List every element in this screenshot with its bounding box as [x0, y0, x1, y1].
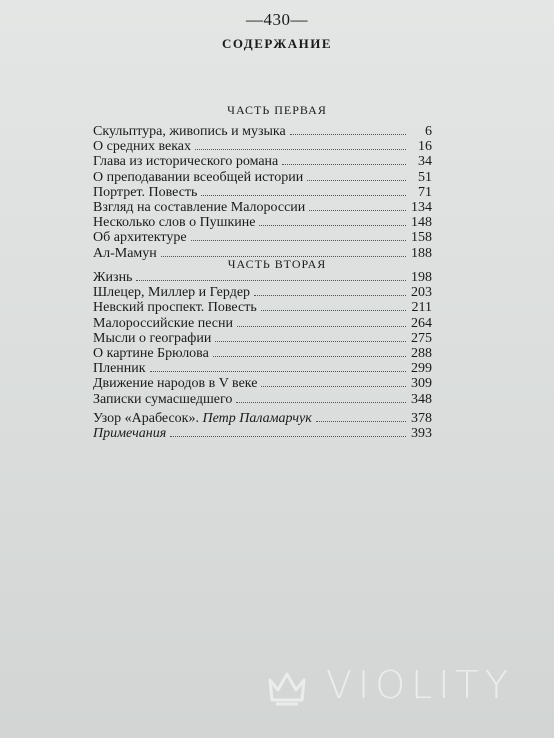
- toc-entry-page-number: 348: [411, 391, 432, 407]
- toc-list-appendix: [93, 411, 432, 441]
- toc-entry-title: [93, 411, 312, 426]
- toc-entry-page-number: 148: [411, 215, 432, 231]
- toc-entry-page-number: 34: [418, 154, 432, 170]
- toc-list-part-one: [93, 124, 432, 261]
- toc-entry-title-text: Мысли о географии: [93, 330, 212, 346]
- toc-entry-page-number: 203: [411, 285, 432, 301]
- toc-entry: [93, 170, 432, 185]
- toc-entry-page-number: 198: [411, 270, 432, 285]
- toc-entry-title: [93, 285, 250, 300]
- toc-entry: [93, 230, 432, 245]
- toc-entry-author: Петр Паламарчук: [202, 411, 312, 426]
- dot-leader: [316, 411, 406, 422]
- toc-entry-page-number: 288: [411, 345, 432, 361]
- toc-entry-page-number: 393: [411, 426, 432, 442]
- toc-entry-title: [93, 392, 232, 407]
- toc-entry: [93, 300, 432, 315]
- toc-entry-title: [93, 316, 233, 331]
- page-title: СОДЕРЖАНИЕ: [221, 36, 333, 51]
- page-number: —430—: [246, 10, 308, 29]
- dot-leader: [261, 300, 406, 311]
- toc-entry-title: [93, 124, 286, 139]
- toc-entry: [93, 316, 432, 331]
- toc-entry: [93, 331, 432, 346]
- toc-entry-title: [93, 426, 166, 441]
- toc-entry: [93, 411, 432, 426]
- toc-entry-title: [93, 376, 257, 391]
- dot-leader: [150, 361, 406, 372]
- dot-leader: [309, 200, 406, 211]
- toc-entry-page-number: 264: [411, 315, 432, 331]
- toc-entry-title: [93, 361, 146, 376]
- toc-entry-title-text: Несколько слов о Пушкине: [93, 215, 256, 231]
- toc-entry-page-number: 6: [425, 124, 432, 139]
- toc-entry-title: [93, 185, 197, 200]
- toc-entry-title-text: Жизнь: [93, 270, 133, 285]
- toc-entry: [93, 154, 432, 169]
- dot-leader: [195, 139, 406, 150]
- section-title-part-one: ЧАСТЬ ПЕРВАЯ: [227, 103, 327, 117]
- toc-entry-title-text: Ал-Мамун: [93, 245, 157, 261]
- dot-leader: [170, 426, 406, 437]
- toc-entry-title-text: Пленник: [93, 361, 146, 377]
- dot-leader: [215, 331, 406, 342]
- toc-entry-page-number: 309: [411, 376, 432, 392]
- toc-entry-title-text: Малороссийские песни: [93, 315, 234, 331]
- toc-entry-title: [93, 300, 257, 315]
- dot-leader: [136, 270, 406, 281]
- toc-entry-page-number: 378: [411, 411, 432, 426]
- toc-entry: [93, 285, 432, 300]
- toc-entry-title-text: Невский проспект. Повесть: [93, 300, 257, 316]
- toc-entry-title-text: О средних веках: [93, 139, 192, 155]
- toc-entry-title-text: Скульптура, живопись и музыка: [93, 124, 286, 139]
- toc-entry-title-text: О картине Брюлова: [93, 345, 209, 361]
- toc-entry-title-text: Движение народов в V веке: [93, 376, 258, 392]
- toc-entry-page-number: 188: [411, 245, 432, 261]
- toc-entry-page-number: 299: [411, 361, 432, 377]
- toc-entry: [93, 361, 432, 376]
- dot-leader: [259, 215, 406, 226]
- dot-leader: [290, 124, 406, 135]
- toc-entry-page-number: 51: [418, 169, 432, 185]
- toc-entry-title-text: О преподавании всеобщей истории: [93, 169, 304, 185]
- toc-entry-title-text: Примечания: [93, 426, 167, 442]
- toc-entry-page-number: 211: [411, 300, 432, 316]
- toc-entry-title-text: Шлецер, Миллер и Гердер: [93, 285, 251, 301]
- toc-entry-title: [93, 170, 303, 185]
- section-title-part-two: ЧАСТЬ ВТОРАЯ: [227, 257, 327, 271]
- toc-entry-title: [93, 139, 191, 154]
- toc-entry-title-text: Узор «Арабесок».: [93, 411, 203, 426]
- toc-entry: [93, 376, 432, 391]
- toc-entry: [93, 200, 432, 215]
- toc-entry-page-number: 16: [418, 139, 432, 155]
- dot-leader: [236, 392, 406, 403]
- toc-entry: [93, 270, 432, 285]
- toc-entry-title-text: Записки сумасшедшего: [93, 391, 233, 407]
- toc-entry-title-text: Об архитектуре: [93, 230, 187, 246]
- toc-entry-title: [93, 154, 278, 169]
- toc-entry: [93, 392, 432, 407]
- crown-icon: [262, 660, 312, 710]
- dot-leader: [191, 230, 406, 241]
- toc-entry-title-text: Глава из исторического романа: [93, 154, 279, 170]
- toc-entry-title: [93, 270, 132, 285]
- toc-entry-title: [93, 215, 255, 230]
- dot-leader: [237, 316, 406, 327]
- toc-list-part-two: [93, 270, 432, 407]
- toc-entry-page-number: 158: [411, 230, 432, 246]
- toc-entry-title-text: Взгляд на составление Малороссии: [93, 199, 306, 215]
- toc-entry-page-number: 134: [411, 199, 432, 215]
- toc-entry-page-number: 71: [418, 184, 432, 200]
- toc-entry: [93, 139, 432, 154]
- toc-entry: [93, 185, 432, 200]
- toc-entry-title: [93, 346, 209, 361]
- toc-entry-title: [93, 200, 305, 215]
- toc-entry-title: [93, 331, 211, 346]
- watermark-text: VIOLITY: [326, 663, 514, 707]
- dot-leader: [213, 346, 406, 357]
- dot-leader: [254, 285, 406, 296]
- toc-entry-page-number: 275: [411, 330, 432, 346]
- dot-leader: [307, 170, 406, 181]
- watermark: [262, 660, 542, 710]
- dot-leader: [282, 154, 406, 165]
- dot-leader: [201, 185, 406, 196]
- toc-entry: [93, 215, 432, 230]
- toc-entry: [93, 346, 432, 361]
- dot-leader: [161, 246, 406, 257]
- dot-leader: [261, 376, 406, 387]
- toc-entry: [93, 426, 432, 441]
- toc-entry-title-text: Портрет. Повесть: [93, 184, 198, 200]
- toc-entry-title: [93, 230, 187, 245]
- toc-entry: [93, 124, 432, 139]
